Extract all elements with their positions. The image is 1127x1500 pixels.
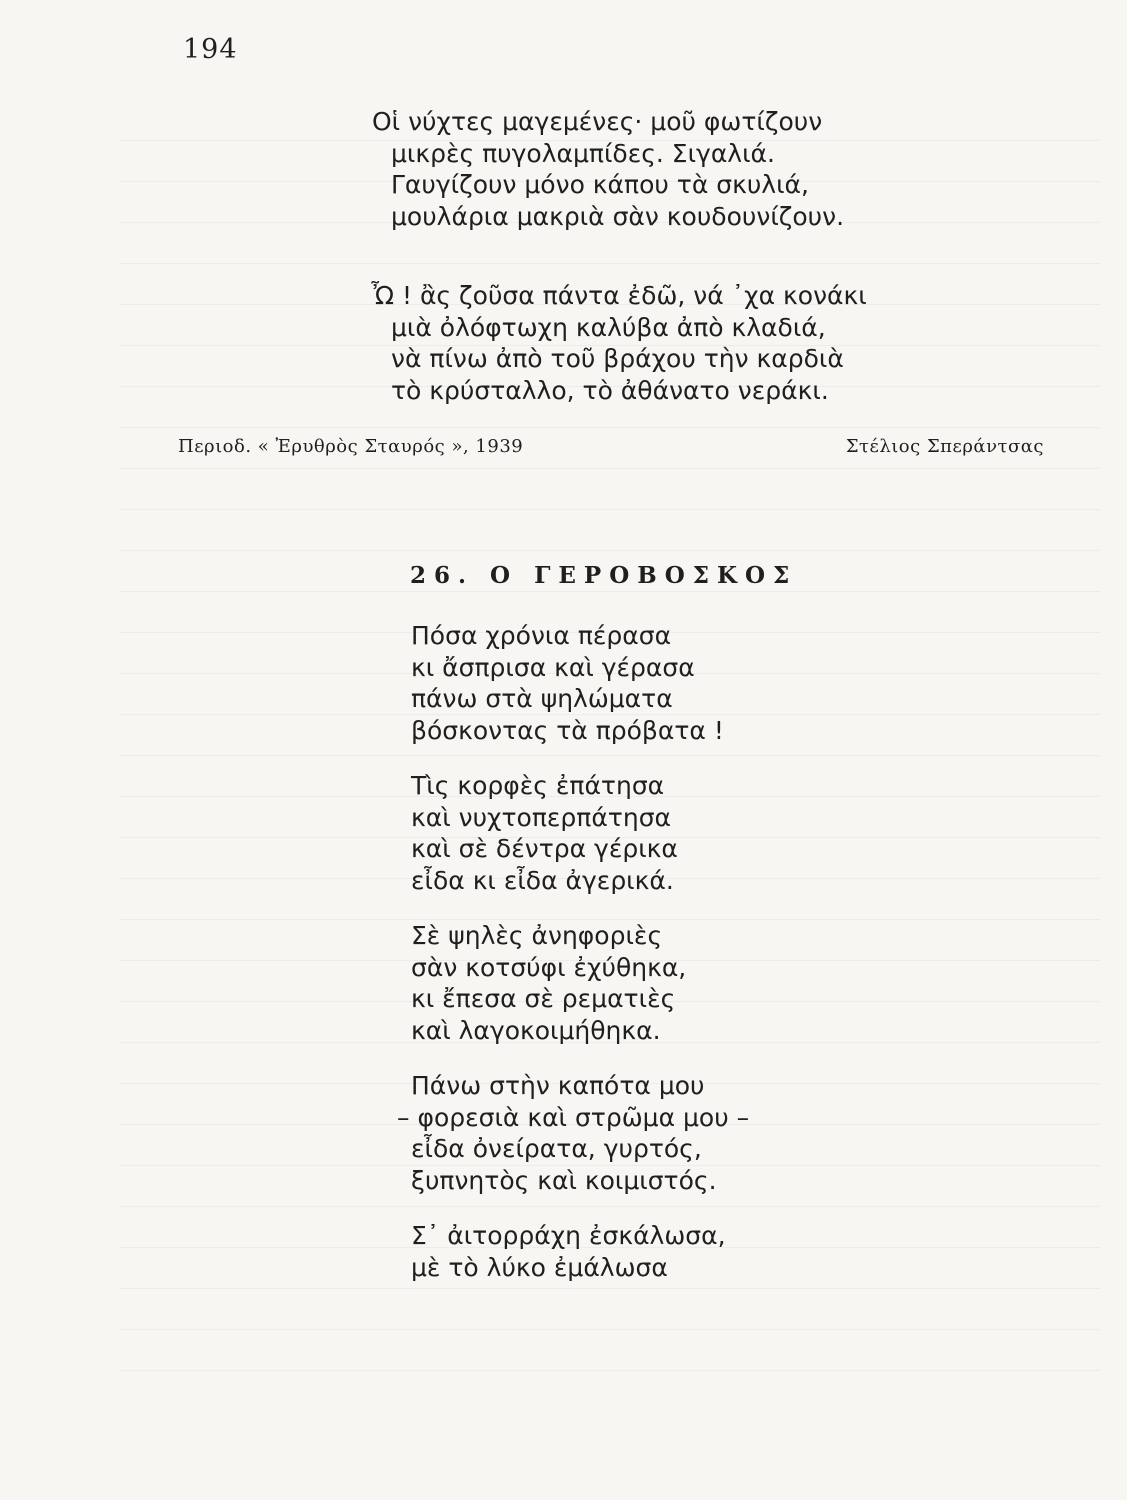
- poem-author: Στέλιος Σπεράντσας: [845, 436, 1044, 457]
- poem-line: Γαυγίζουν μόνο κάπου τὰ σκυλιά,: [391, 170, 809, 199]
- poem-line: καὶ λαγοκοιμήθηκα.: [411, 1015, 661, 1045]
- poem-line: Τὶς κορφὲς ἐπάτησα: [411, 771, 665, 800]
- poem-line: ξυπνητὸς καὶ κοιμιστός.: [411, 1165, 717, 1195]
- poem-line: βόσκοντας τὰ πρόβατα !: [411, 715, 724, 745]
- poem-line: μικρὲς πυγολαμπίδες. Σιγαλιά.: [391, 138, 775, 168]
- poem-line: πάνω στὰ ψηλώματα: [411, 684, 673, 713]
- poem-line: Οἱ νύχτες μαγεμένες· μοῦ φωτίζουν: [372, 107, 823, 136]
- poem-line: Σ᾿ ἀιτορράχη ἐσκάλωσα,: [411, 1221, 726, 1250]
- poem-line: – φορεσιὰ καὶ στρῶμα μου –: [397, 1102, 750, 1132]
- poem-line: Πάνω στὴν καπότα μου: [411, 1071, 705, 1100]
- page-number: 194: [183, 34, 238, 65]
- poem-line: καὶ σὲ δέντρα γέρικα: [411, 834, 678, 863]
- second-poem-stanza-4: [397, 1070, 750, 1196]
- poem-line: εἶδα κι εἶδα ἀγερικά.: [411, 865, 674, 895]
- poem-line: μὲ τὸ λύκο ἐμάλωσα: [411, 1252, 668, 1282]
- first-poem-stanza-2: [371, 280, 867, 406]
- poem-line: κι ἔπεσα σὲ ρεματιὲς: [411, 984, 676, 1013]
- poem-line: μουλάρια μακριὰ σὰν κουδουνίζουν.: [391, 201, 845, 231]
- second-poem-stanza-2: [411, 770, 749, 896]
- second-poem-stanza-1: [411, 620, 749, 746]
- second-poem: [397, 620, 750, 1307]
- poem-line: νὰ πίνω ἀπὸ τοῦ βράχου τὴν καρδιὰ: [391, 344, 844, 373]
- second-poem-stanza-5: [411, 1220, 749, 1283]
- poem-line: Ὦ ! ἂς ζοῦσα πάντα ἐδῶ, νά ᾿χα κονάκι: [371, 281, 867, 310]
- poem-line: κι ἄσπρισα καὶ γέρασα: [411, 652, 695, 682]
- poem-line: Σὲ ψηλὲς ἀνηφοριὲς: [411, 921, 663, 950]
- poem-title: 26. Ο ΓΕΡΟΒΟΣΚΟΣ: [410, 562, 798, 589]
- poem-line: μιὰ ὀλόφτωχη καλύβα ἀπὸ κλαδιά,: [391, 312, 826, 342]
- first-poem-stanza-1: [372, 106, 844, 232]
- poem-line: σὰν κοτσύφι ἐχύθηκα,: [411, 952, 687, 982]
- poem-line: καὶ νυχτοπερπάτησα: [411, 802, 672, 832]
- second-poem-stanza-3: [411, 920, 749, 1046]
- poem-line: Πόσα χρόνια πέρασα: [411, 621, 672, 650]
- poem-line: εἶδα ὀνείρατα, γυρτός,: [411, 1134, 702, 1163]
- poem-source: Περιοδ. « Ἐρυθρὸς Σταυρός », 1939: [178, 436, 524, 457]
- poem-line: τὸ κρύσταλλο, τὸ ἀθάνατο νεράκι.: [391, 375, 829, 405]
